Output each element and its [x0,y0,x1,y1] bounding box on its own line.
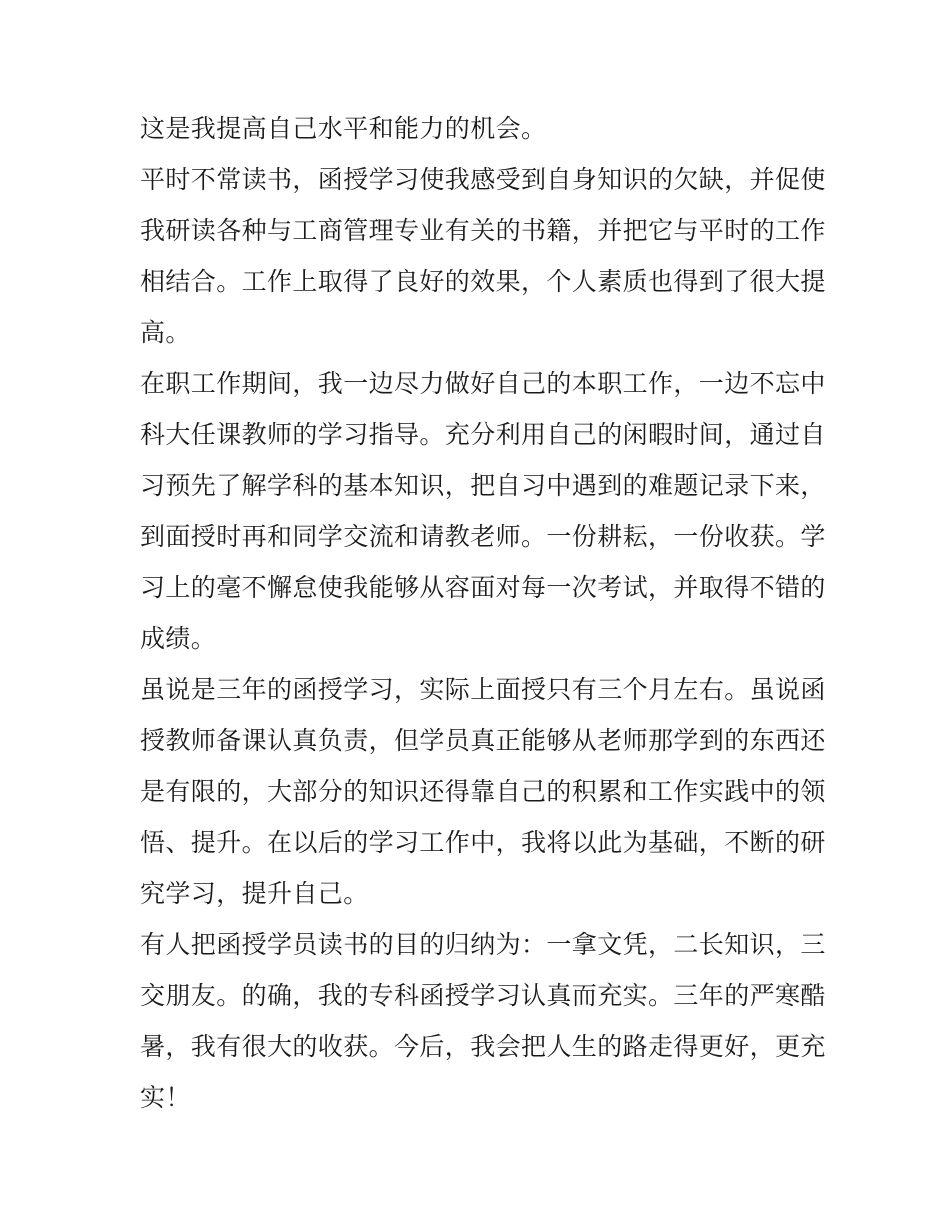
text-line: 相结合。工作上取得了良好的效果，个人素质也得到了很大提 [140,267,826,296]
text-line: 我研读各种与工商管理专业有关的书籍，并把它与平时的工作 [140,216,826,245]
text-line: 授教师备课认真负责，但学员真正能够从老师那学到的东西还 [140,726,826,755]
text-line: 高。 [140,318,191,347]
text-line: 到面授时再和同学交流和请教老师。一份耕耘，一份收获。学 [140,522,826,551]
document-body [140,103,826,1123]
text-line: 平时不常读书，函授学习使我感受到自身知识的欠缺，并促使 [140,165,826,194]
text-line: 究学习，提升自己。 [140,879,369,908]
text-line: 成绩。 [140,624,217,653]
text-line: 虽说是三年的函授学习，实际上面授只有三个月左右。虽说函 [140,675,826,704]
text-line: 暑，我有很大的收获。今后，我会把人生的路走得更好，更充 [140,1032,826,1061]
text-line: 这是我提高自己水平和能力的机会。 [140,114,547,143]
text-line: 是有限的，大部分的知识还得靠自己的积累和工作实践中的领 [140,777,826,806]
text-line: 有人把函授学员读书的目的归纳为：一拿文凭，二长知识，三 [140,930,826,959]
text-line: 习预先了解学科的基本知识，把自习中遇到的难题记录下来， [140,471,826,500]
text-line: 在职工作期间，我一边尽力做好自己的本职工作，一边不忘中 [140,369,826,398]
text-line: 悟、提升。在以后的学习工作中，我将以此为基础，不断的研 [140,828,826,857]
text-line: 交朋友。的确，我的专科函授学习认真而充实。三年的严寒酷 [140,981,826,1010]
text-line: 实！ [140,1083,191,1112]
text-line: 习上的毫不懈怠使我能够从容面对每一次考试，并取得不错的 [140,573,826,602]
text-line: 科大任课教师的学习指导。充分利用自己的闲暇时间，通过自 [140,420,826,449]
